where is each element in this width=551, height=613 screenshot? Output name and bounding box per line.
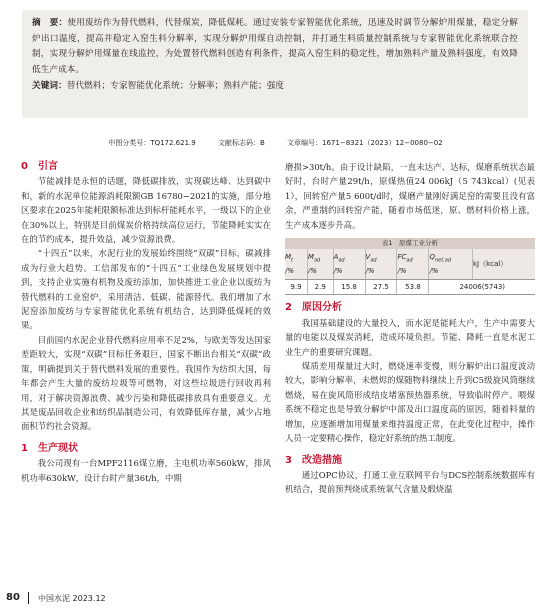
table-header-cell [333, 249, 365, 280]
article-meta [0, 138, 551, 148]
header-unit: /% [285, 266, 295, 275]
section-3-title: 改造措施 [301, 454, 342, 466]
table-header-cell: kJ（kcal） [473, 249, 536, 280]
header-symbol: M [285, 253, 292, 262]
header-unit: /% [333, 266, 343, 275]
table-header-cell [285, 249, 307, 280]
section-0-number: 0 [21, 161, 28, 172]
clc-number: 中图分类号：TQ172.621.9 [108, 139, 196, 147]
table-cell: 9.9 [285, 280, 307, 295]
header-unit: /% [429, 266, 439, 275]
keywords-label: 关键词： [32, 81, 67, 92]
section-1-number: 1 [21, 442, 28, 454]
paragraph: 我公司现有一台MPF2116煤立磨，主电机功率560kW，排风机功率630kW，设计台时产量36t/h，中期 [21, 458, 271, 483]
section-0-heading [21, 160, 271, 174]
table-header-cell [429, 249, 473, 280]
table-cell: 15.8 [333, 280, 365, 295]
abstract-box [22, 10, 528, 118]
table-cell: 2.9 [307, 280, 333, 295]
header-subscript: ad [406, 257, 413, 264]
article-id: 文章编号：1671−8321（2023）12−0080−02 [287, 139, 443, 147]
paragraph: 目前国内水泥企业替代燃料应用率不足2%，与欧美等发达国家差距较大，实现“双碳”目标任务艰巨，国家不断出台相关“双碳”政策，明确提到关于替代燃料发展的重要性。我国作为纺织大国，每年都会产生大量的废纺垃圾等可燃物，对这些垃圾进行回收再利用，对于解决资源浪费、减少污染和降低碳排放具有重要意义。尤其是废品回收企业和纺织品制造公司，有效降低库存量，减少占地面积节约社会资源。 [21, 334, 271, 432]
header-unit: /% [397, 266, 407, 275]
page-number: 80 [6, 592, 20, 603]
right-column [285, 160, 535, 497]
journal-name: 中国水泥 2023.12 [38, 594, 106, 603]
paragraph: “十四五”以来，水泥行业的发展始终围绕“双碳”目标，碳减排成为行业大趋势。工信部发布的“十四五”工业绿色发展规划中提到，支持企业实施有机物及废纺添加，加快推进工业企业以废纺为替代燃料的工业窑炉，采用清洁、低碳、能源替代。我们增加了水泥窑添加废纺与专家智能优化系统有机结合，达到降低煤耗的效果。 [21, 248, 271, 331]
table-cell: 53.8 [397, 280, 429, 295]
abstract-text: 使用废纺作为替代燃料，代替煤炭，降低煤耗。通过安装专家智能优化系统，迅速及时调节分解炉用煤量，稳定分解炉出口温度，提高并稳定入窑生料分解率，实现分解炉用煤自动控制，并打通生料质量控制系统与专家智能优化系统联合控制，实现分解炉用煤量在线监控，为处置替代燃料创造有利条件，提高入窑生料的稳定性，增加熟料产量及熟料强度，有效降低生产成本。 [32, 18, 518, 75]
coal-analysis-table [285, 249, 535, 295]
section-3-heading [285, 454, 535, 468]
header-subscript: t [291, 257, 294, 264]
keywords-text: 替代燃料；专家智能优化系统；分解率；熟料产能；强度 [66, 81, 285, 92]
abstract-paragraph [32, 16, 518, 78]
header-subscript: ad [338, 257, 345, 264]
section-1-title: 生产现状 [37, 442, 78, 454]
paragraph: 煤质差用煤量过大时，燃烧速率变慢，则分解炉出口温度波动较大，影响分解率，未燃烬的煤随物料继续上升到C5级旋风筒继续燃烧，易在旋风筒形成结皮堵塞预热器系统，导致临时停产。喂煤系统不稳定也是导致分解炉中部及出口温度高的原因，随着料量的增加，应逐渐增加用煤量来维持温度正常，在此变化过程中，操作人员一定要精心操作，稳定好系统的热工制度。 [285, 361, 535, 444]
header-symbol: FC [397, 253, 407, 262]
section-1-heading [21, 442, 271, 456]
table-header-cell [307, 249, 333, 280]
section-2-title: 原因分析 [301, 302, 342, 314]
section-2-heading [285, 301, 535, 315]
paragraph: 节能减排是永恒的话题，降低碳排放，实现碳达峰、达到碳中和，新的水泥单位能源消耗限额GB 16780−2021的实施，部分地区要求在2025年能耗限额标准达到标杆能耗水平，一级以下的企业在30%以上，特别是目前煤炭价格持续高位运行，节能降耗实实在在的节约成本，提升效益，减少资源浪费。 [21, 176, 271, 245]
header-symbol: Q [429, 253, 435, 262]
abstract-label: 摘 要： [32, 18, 68, 28]
table-header-cell [365, 249, 397, 280]
header-subscript: net.ad [434, 257, 452, 264]
section-3-number: 3 [285, 454, 292, 466]
table-cell: 24006(5743) [429, 280, 535, 295]
header-symbol: A [333, 253, 339, 262]
coal-analysis-table-block [285, 238, 535, 295]
left-column [21, 160, 271, 485]
table-row [285, 280, 535, 295]
section-2-number: 2 [285, 302, 292, 314]
header-symbol: V [365, 253, 371, 262]
paragraph: 磨损>30t/h。由于设计缺陷，一直未达产、达标，煤磨系统状态最好时，台时产量29t/h，原煤热值24 006kJ（5 743kcal）(见表1），回转窑产量5 600t/d时，煤磨产量刚好满足窑的需要且没有富余，严重制约回转窑产能，随着市场低迷，原、燃材料价格上涨，生产成本逐步升高。 [285, 162, 535, 230]
footer-divider [28, 592, 29, 604]
header-unit: /% [365, 266, 375, 275]
table-header-cell [397, 249, 429, 280]
section-0-title: 引言 [37, 161, 58, 172]
paragraph: 我国基础建设的大量投入，而水泥是能耗大户，生产中需要大量的电能以及煤炭消耗，造成环境负担。节能、降耗一直是水泥工业生产的重要研究课题。 [285, 317, 535, 357]
keywords-paragraph [32, 79, 518, 95]
document-code: 文献标志码：B [217, 139, 265, 147]
header-symbol: M [307, 253, 314, 262]
table-title: 表1 原煤工业分析 [285, 238, 535, 249]
header-subscript: ad [313, 257, 321, 264]
paragraph: 通过OPC协议，打通工业互联网平台与DCS控制系统数据库有机结合，提前预判烧成系统氧气含量及煅烧温 [285, 469, 535, 495]
table-header-row [285, 249, 535, 280]
header-subscript: ad [370, 257, 377, 264]
header-unit: /% [307, 266, 317, 275]
page-footer [0, 586, 551, 613]
table-cell: 27.5 [365, 280, 397, 295]
